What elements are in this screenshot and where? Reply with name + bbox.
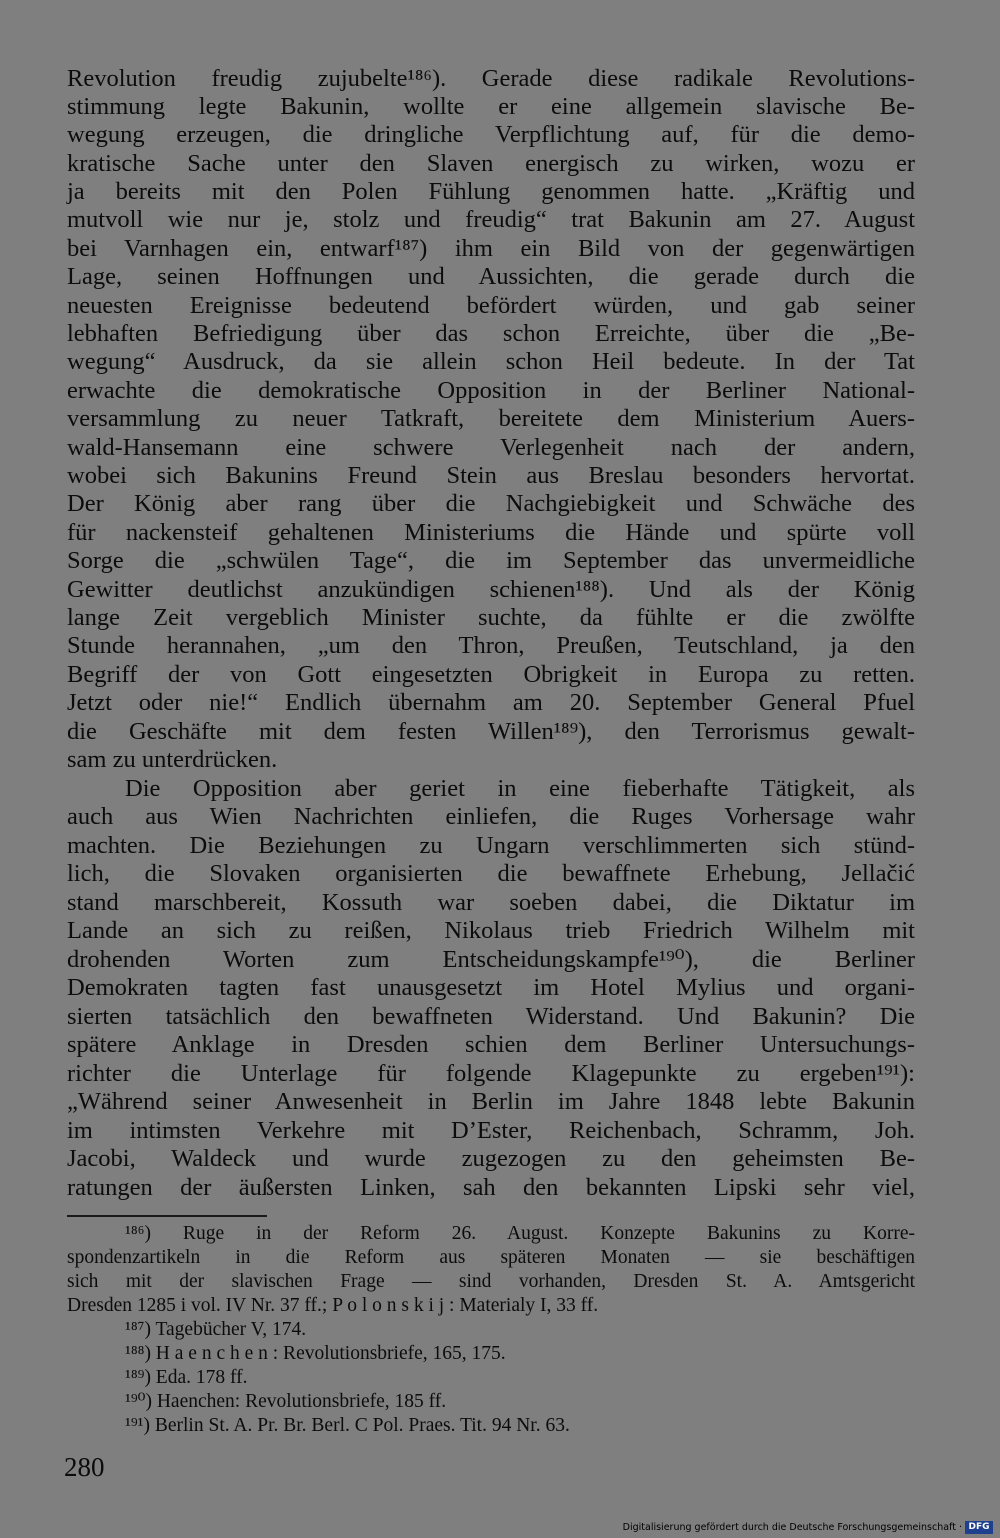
text-line: spätere Anklage in Dresden schien dem Berliner Untersuchungs-	[67, 1031, 915, 1058]
text-line: stimmung legte Bakunin, wollte er eine allgemein slavische Be-	[67, 93, 915, 120]
text-line: sierten tatsächlich den bewaffneten Widerstand. Und Bakunin? Die	[67, 1003, 915, 1030]
text-line: die Geschäfte mit dem festen Willen¹⁸⁹), den Terrorismus gewalt-	[67, 718, 915, 745]
text-line: im intimsten Verkehre mit D’Ester, Reichenbach, Schramm, Joh.	[67, 1117, 915, 1144]
text-line: Der König aber rang über die Nachgiebigkeit und Schwäche des	[67, 490, 915, 517]
text-line: neuesten Ereignisse bedeutend befördert würden, und gab seiner	[67, 292, 915, 319]
text-line: Lande an sich zu reißen, Nikolaus trieb Friedrich Wilhelm mit	[67, 917, 915, 944]
text-line: bei Varnhagen ein, entwarf¹⁸⁷) ihm ein Bild von der gegenwärtigen	[67, 235, 915, 262]
text-line: auch aus Wien Nachrichten einliefen, die Ruges Vorhersage wahr	[67, 803, 915, 830]
text-line: ja bereits mit den Polen Fühlung genommen hatte. „Kräftig und	[67, 178, 915, 205]
text-line: für nackensteif gehaltenen Ministeriums die Hände und spürte voll	[67, 519, 915, 546]
page-number: 280	[64, 1452, 105, 1482]
footnote-line: Dresden 1285 i vol. IV Nr. 37 ff.; P o l o n s k i j : Materialy I, 33 ff.	[67, 1295, 599, 1316]
footnote-line: ¹⁸⁷) Tagebücher V, 174.	[125, 1319, 307, 1340]
text-line: drohenden Worten zum Entscheidungskampfe¹⁹⁰), die Berliner	[67, 946, 915, 973]
text-line: wald-Hansemann eine schwere Verlegenheit nach der andern,	[67, 434, 915, 461]
footnote-line: ¹⁸⁹) Eda. 178 ff.	[125, 1367, 248, 1388]
text-line: machten. Die Beziehungen zu Ungarn verschlimmerten sich stünd-	[67, 832, 915, 859]
text-line: richter die Unterlage für folgende Klagepunkte zu ergeben¹⁹¹):	[67, 1060, 915, 1087]
footnote-line: sich mit der slavischen Frage — sind vorhanden, Dresden St. A. Amtsgericht	[67, 1271, 915, 1292]
text-line: Begriff der von Gott eingesetzten Obrigkeit in Europa zu retten.	[67, 661, 915, 688]
text-line: wegung“ Ausdruck, da sie allein schon Heil bedeute. In der Tat	[67, 348, 915, 375]
text-line: lebhaften Befriedigung über das schon Erreichte, über die „Be-	[67, 320, 915, 347]
text-line: „Während seiner Anwesenheit in Berlin im Jahre 1848 lebte Bakunin	[67, 1088, 915, 1115]
footnote-line: ¹⁹⁰) Haenchen: Revolutionsbriefe, 185 ff.	[125, 1391, 447, 1412]
digitization-credit: Digitalisierung gefördert durch die Deutsche Forschungsgemeinschaft ·	[622, 1522, 962, 1533]
text-line: Revolution freudig zujubelte¹⁸⁶). Gerade diese radikale Revolutions-	[67, 65, 915, 92]
text-line: stand marschbereit, Kossuth war soeben dabei, die Diktatur im	[67, 889, 915, 916]
text-line: Demokraten tagten fast unausgesetzt im Hotel Mylius und organi-	[67, 974, 915, 1001]
text-line: Stunde herannahen, „um den Thron, Preußen, Teutschland, ja den	[67, 632, 915, 659]
footnote-divider	[67, 1215, 267, 1217]
footnote-line: ¹⁸⁶) Ruge in der Reform 26. August. Konzepte Bakunins zu Korre-	[125, 1223, 915, 1244]
dfg-logo: DFG	[965, 1521, 993, 1534]
text-line: Lage, seinen Hoffnungen und Aussichten, die gerade durch die	[67, 263, 915, 290]
text-line: mutvoll wie nur je, stolz und freudig“ trat Bakunin am 27. August	[67, 206, 915, 233]
text-line: Die Opposition aber geriet in eine fieberhafte Tätigkeit, als	[125, 775, 915, 802]
text-line: Gewitter deutlichst anzukündigen schienen¹⁸⁸). Und als der König	[67, 576, 915, 603]
text-line: erwachte die demokratische Opposition in der Berliner National-	[67, 377, 915, 404]
footnote-line: spondenzartikeln in die Reform aus späteren Monaten — sie beschäftigen	[67, 1247, 915, 1268]
text-line: wobei sich Bakunins Freund Stein aus Breslau besonders hervortat.	[67, 462, 915, 489]
text-line: ratungen der äußersten Linken, sah den bekannten Lipski sehr viel,	[67, 1174, 915, 1201]
text-line: Sorge die „schwülen Tage“, die im September das unvermeidliche	[67, 547, 915, 574]
text-line: Jacobi, Waldeck und wurde zugezogen zu den geheimsten Be-	[67, 1145, 915, 1172]
text-line: sam zu unterdrücken.	[67, 746, 278, 773]
text-line: Jetzt oder nie!“ Endlich übernahm am 20. September General Pfuel	[67, 689, 915, 716]
text-line: versammlung zu neuer Tatkraft, bereitete dem Ministerium Auers-	[67, 405, 915, 432]
text-line: lich, die Slovaken organisierten die bewaffnete Erhebung, Jellačić	[67, 860, 915, 887]
footnote-line: ¹⁸⁸) H a e n c h e n : Revolutionsbriefe, 165, 175.	[125, 1343, 506, 1364]
text-line: kratische Sache unter den Slaven energisch zu wirken, wozu er	[67, 150, 915, 177]
text-line: lange Zeit vergeblich Minister suchte, da fühlte er die zwölfte	[67, 604, 915, 631]
footnote-line: ¹⁹¹) Berlin St. A. Pr. Br. Berl. C Pol. Praes. Tit. 94 Nr. 63.	[125, 1415, 570, 1436]
text-line: wegung erzeugen, die dringliche Verpflichtung auf, für die demo-	[67, 121, 915, 148]
